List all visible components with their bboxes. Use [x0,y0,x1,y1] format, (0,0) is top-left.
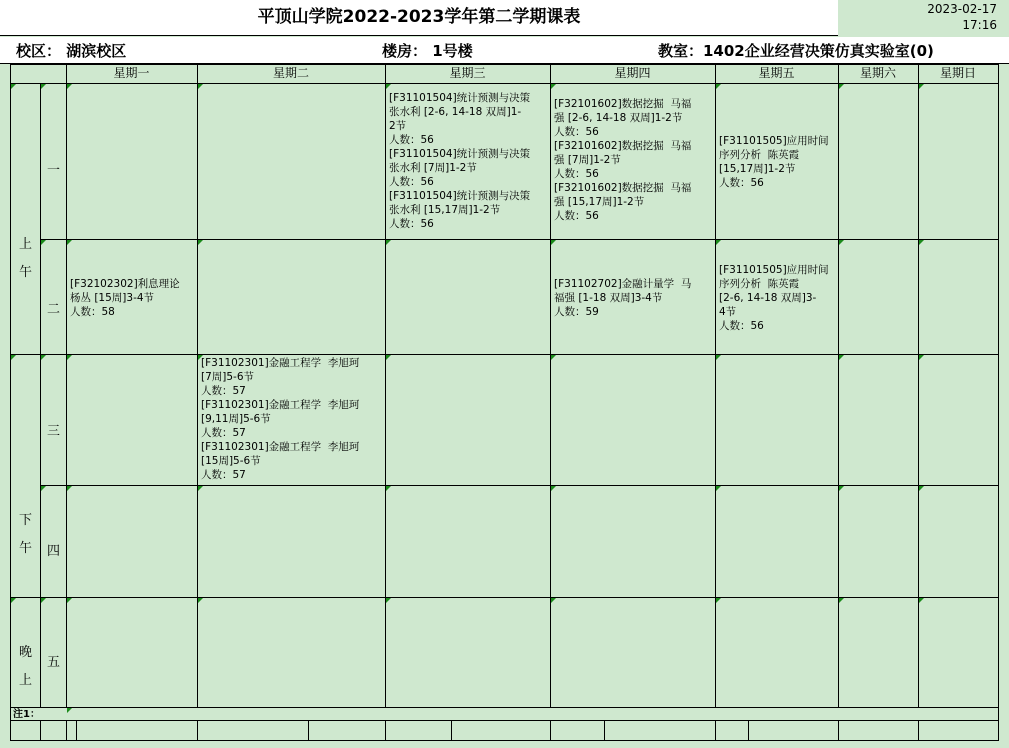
day-header-wed: 星期三 [449,66,486,80]
period-label: 五 [46,655,60,670]
period-label: 三 [46,424,60,439]
note-label: 注1： [13,709,40,720]
room-info: 教室：1402企业经营决策仿真实验室(0) [658,42,934,60]
campus-info: 校区： 湖滨校区 [16,42,127,60]
day-header-mon: 星期一 [113,66,150,80]
period-label: 一 [46,163,60,178]
day-header-fri: 星期五 [758,66,795,80]
session-evening: 晚 上 [18,645,32,688]
session-morning: 上 午 [18,237,32,280]
course-cell: [F31102301]金融工程学 李旭珂 [7周]5-6节 人数：57 [F31102301]金融工程学 李旭珂 [9,11周]5-6节 人数：57 [F31102301]金融工程学 李旭珂 [15周]5-6节 人数：57 [201,357,360,481]
course-cell: [F31102702]金融计量学 马 福强 [1-18 双周]3-4节 人数：59 [554,278,692,318]
period-label: 二 [46,302,60,317]
course-cell: [F31101505]应用时间 序列分析 陈英霞 [2-6, 14-18 双周]3- 4节 人数：56 [719,264,829,332]
day-header-thu: 星期四 [614,66,651,80]
session-afternoon: 下 午 [18,513,32,556]
day-header-tue: 星期二 [272,66,309,80]
day-header-sun: 星期日 [939,66,976,80]
print-time: 17:16 [962,18,997,32]
course-cell: [F32101602]数据挖掘 马福 强 [2-6, 14-18 双周]1-2节 人数：56 [F32101602]数据挖掘 马福 强 [7周]1-2节 人数：56 [F32101602]数据挖掘 马福 强 [15,17周]1-2节 人数：56 [554,98,692,222]
course-cell: [F31101504]统计预测与决策 张水利 [2-6, 14-18 双周]1- 2节 人数：56 [F31101504]统计预测与决策 张水利 [7周]1-2节 人数：56 [F31101504]统计预测与决策 张水利 [15,17周]1-2节 人数：56 [389,92,531,230]
period-label: 四 [46,544,60,559]
course-cell: [F31101505]应用时间 序列分析 陈英霞 [15,17周]1-2节 人数：56 [719,135,829,189]
building-info: 楼房： 1号楼 [382,42,473,60]
day-header-sat: 星期六 [859,66,896,80]
page-title: 平顶山学院2022-2023学年第二学期课表 [257,7,581,27]
print-date: 2023-02-17 [927,2,997,16]
course-cell: [F32102302]利息理论 杨丛 [15周]3-4节 人数：58 [70,278,180,318]
